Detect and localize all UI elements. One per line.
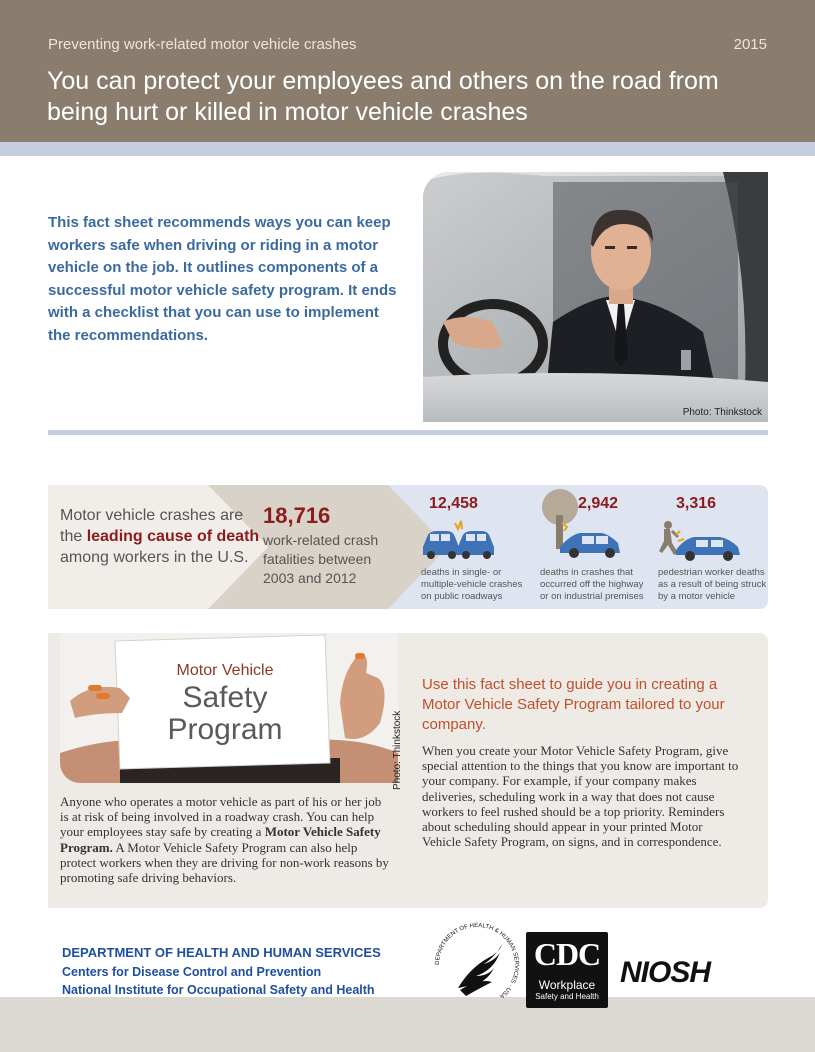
sign-line-2: Safety	[182, 681, 268, 714]
cdc-workplace-logo	[526, 932, 608, 1008]
section-divider	[48, 430, 768, 435]
sign-line-3: Program	[167, 713, 283, 746]
footer-cdc-name: Centers for Disease Control and Prevention	[62, 965, 322, 979]
footer-bar	[0, 997, 815, 1052]
header-band	[0, 142, 815, 156]
stat-main-description: work-related crash fatalities between 2003 and 2012	[263, 532, 379, 586]
niosh-logo: NIOSH	[620, 956, 711, 989]
driver-photo	[423, 172, 768, 422]
header-subtitle: Preventing work-related motor vehicle crashes	[48, 36, 357, 53]
cdc-safety-text: Safety and Health	[535, 992, 599, 1001]
stats-lead-text	[60, 505, 260, 568]
stat-number: 12,458	[429, 495, 478, 512]
photo-credit-vertical: Photo: Thinkstock	[392, 710, 403, 790]
footer-department: DEPARTMENT OF HEALTH AND HUMAN SERVICES	[62, 945, 381, 960]
two-cars-icon	[421, 517, 496, 562]
stats-lead-part1: Motor vehicle crashes are the	[60, 507, 244, 545]
program-text-part1: Anyone who operates a motor vehicle as part of his or her job is at risk of being involved in a roadway crash. You can help your employees stay safe by creating a	[60, 794, 382, 840]
program-text-part2: A Motor Vehicle Safety Program can also help protect workers when they are driving for non-work reasons by promoting safe driving behaviors.	[60, 839, 389, 886]
intro-text: This fact sheet recommends ways you can keep workers safe when driving or riding in a motor vehicle on the job. It outlines components of a successful motor vehicle safety program. It ends with a checklist that you can use to implement the recommendations.	[48, 214, 397, 344]
header-year: 2015	[733, 36, 767, 53]
program-intro-text	[60, 794, 390, 885]
driver-illustration	[423, 172, 768, 422]
cdc-logo-text: CDC	[533, 936, 601, 972]
stats-band	[48, 485, 768, 609]
page-title: You can protect your employees and others on the road from being hurt or killed in motor vehicle crashes	[47, 67, 719, 126]
program-guide-text: When you create your Motor Vehicle Safety Program, give special attention to the things that you know are important to your company. For example, if your company makes deliveries, scheduling work in a way that does not cause workers to feel rushed should be a top priority. Reminders about scheduling should appear in your printed Motor Vehicle Safety Program, on signs, and in correspondence.	[422, 743, 739, 850]
stat-main-number: 18,716	[263, 503, 331, 528]
photo-credit: Photo: Thinkstock	[682, 407, 762, 418]
stat-number: 3,316	[676, 495, 717, 512]
cdc-workplace-text: Workplace	[538, 978, 596, 992]
stat-description: pedestrian worker deaths as a result of being struck by a motor vehicle	[658, 567, 767, 602]
hhs-seal-text: DEPARTMENT OF HEALTH & HUMAN SERVICES · USA	[434, 922, 520, 999]
page-header	[0, 0, 815, 142]
car-tree-icon	[540, 487, 630, 562]
stat-description: deaths in single- or multiple-vehicle crashes on public roadways	[421, 567, 523, 602]
sign-line-1: Motor Vehicle	[176, 662, 274, 679]
hhs-seal-icon	[430, 918, 525, 1013]
stat-description: deaths in crashes that occurred off the highway or on industrial premises	[540, 567, 644, 602]
footer-niosh-name: National Institute for Occupational Safety and Health	[62, 983, 375, 997]
program-guide-title: Use this fact sheet to guide you in creating a Motor Vehicle Safety Program tailored to your company.	[422, 676, 725, 733]
car-pedestrian-icon	[658, 517, 748, 562]
program-text-bold: Motor Vehicle Safety Program.	[60, 824, 381, 855]
stat-number: 2,942	[578, 495, 619, 512]
stats-lead-highlight: leading cause of death	[86, 528, 260, 545]
stats-lead-part2: among workers in the U.S.	[60, 549, 249, 566]
